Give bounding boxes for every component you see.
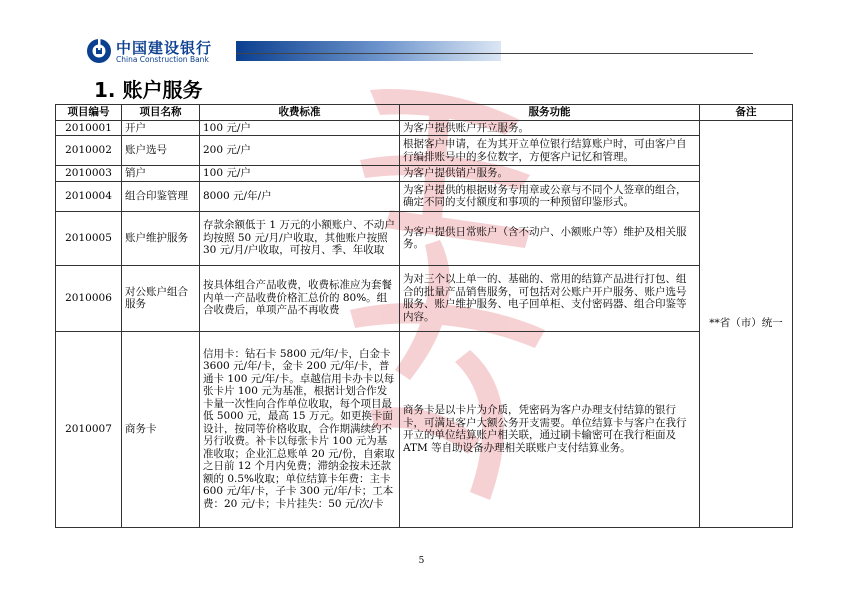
row-code: 2010006 xyxy=(56,265,122,331)
ccb-logo-icon xyxy=(86,38,112,64)
row-fee: 100 元/户 xyxy=(200,120,400,136)
header-note: 备注 xyxy=(700,105,793,121)
fee-table xyxy=(55,104,793,528)
row-fee: 按具体组合产品收费，收费标准应为套餐内单一产品收费价格汇总价的 80%。组合收费后，单项产品不再收费 xyxy=(200,265,400,331)
row-code: 2010005 xyxy=(56,211,122,265)
header-gradient-bar xyxy=(236,41,501,61)
row-name: 账户选号 xyxy=(122,136,200,166)
row-note: **省（市）统一 xyxy=(700,120,793,527)
table-row xyxy=(56,120,793,136)
row-service: 为客户提供的根据财务专用章或公章与不同个人签章的组合，确定不同的支付额度和事项的一种预留印鉴形式。 xyxy=(400,181,700,211)
header-fee: 收费标准 xyxy=(200,105,400,121)
table-header-row xyxy=(56,105,793,121)
table-row xyxy=(56,211,793,265)
row-name: 组合印鉴管理 xyxy=(122,181,200,211)
table-row xyxy=(56,181,793,211)
row-fee: 8000 元/年/户 xyxy=(200,181,400,211)
table-row xyxy=(56,166,793,182)
row-service: 为客户提供账户开立服务。 xyxy=(400,120,700,136)
table-row xyxy=(56,331,793,527)
row-service: 为客户提供日常账户（含不动户、小额账户等）维护及相关服务。 xyxy=(400,211,700,265)
row-code: 2010004 xyxy=(56,181,122,211)
row-code: 2010002 xyxy=(56,136,122,166)
row-service: 商务卡是以卡片为介质，凭密码为客户办理支付结算的银行卡，可满足客户大额公务开支需要。单位结算卡与客户在我行开立的单位结算账户相关联，通过刷卡输密可在我行柜面及 ATM 等自助设备办理相关联账户支付结算业务。 xyxy=(400,331,700,527)
row-name: 开户 xyxy=(122,120,200,136)
row-name: 销户 xyxy=(122,166,200,182)
row-code: 2010001 xyxy=(56,120,122,136)
row-code: 2010007 xyxy=(56,331,122,527)
row-name: 账户维护服务 xyxy=(122,211,200,265)
table-row xyxy=(56,265,793,331)
row-fee: 100 元/户 xyxy=(200,166,400,182)
page-number: 5 xyxy=(418,556,425,566)
row-fee: 200 元/户 xyxy=(200,136,400,166)
row-code: 2010003 xyxy=(56,166,122,182)
row-name: 商务卡 xyxy=(122,331,200,527)
bank-name-cn: 中国建设银行 xyxy=(116,39,213,57)
header-code: 项目编号 xyxy=(56,105,122,121)
section-title: 1. 账户服务 xyxy=(94,78,203,102)
header-name: 项目名称 xyxy=(122,105,200,121)
table-row xyxy=(56,136,793,166)
row-fee: 存款余额低于 1 万元的小额账户、不动户均按照 50 元/月/户收取，其他账户按照 30 元/月/户收取，可按月、季、年收取 xyxy=(200,211,400,265)
row-service: 为对三个以上单一的、基础的、常用的结算产品进行打包、组合的批量产品销售服务，可包括对公账户开户服务、账户选号服务、账户维护服务、电子回单柜、支付密码器、组合印鉴等内容。 xyxy=(400,265,700,331)
row-service: 为客户提供销户服务。 xyxy=(400,166,700,182)
header-service: 服务功能 xyxy=(400,105,700,121)
row-fee: 信用卡：钻石卡 5800 元/年/卡，白金卡 3600 元/年/卡，金卡 200 元/年/卡，普通卡 100 元/年/卡。卓越信用卡办卡以每张卡片 100 元为基准，根据计划合作发卡量一次性向合作单位收取，每个项目最低 5000 元，最高 15 万元。如更换卡面设计，按同等价格收取，合作期满续约不另行收费。补卡以每张卡片 100 元为基准收取；企业汇总账单 20 元/份，自索取之日前 12 个月内免费；滞纳金按未还款额的 0.5%收取；单位结算卡年费：主卡 600 元/年/卡，子卡 300 元/年/卡；工本费：20 元/卡；卡片挂失：50 元/次/卡 xyxy=(200,331,400,527)
row-service: 根据客户申请，在为其开立单位银行结算账户时，可由客户自行编排账号中的多位数字，方便客户记忆和管理。 xyxy=(400,136,700,166)
row-name: 对公账户组合服务 xyxy=(122,265,200,331)
page-header xyxy=(86,36,753,68)
bank-name-en: China Construction Bank xyxy=(116,55,209,64)
header-rule xyxy=(236,53,753,54)
